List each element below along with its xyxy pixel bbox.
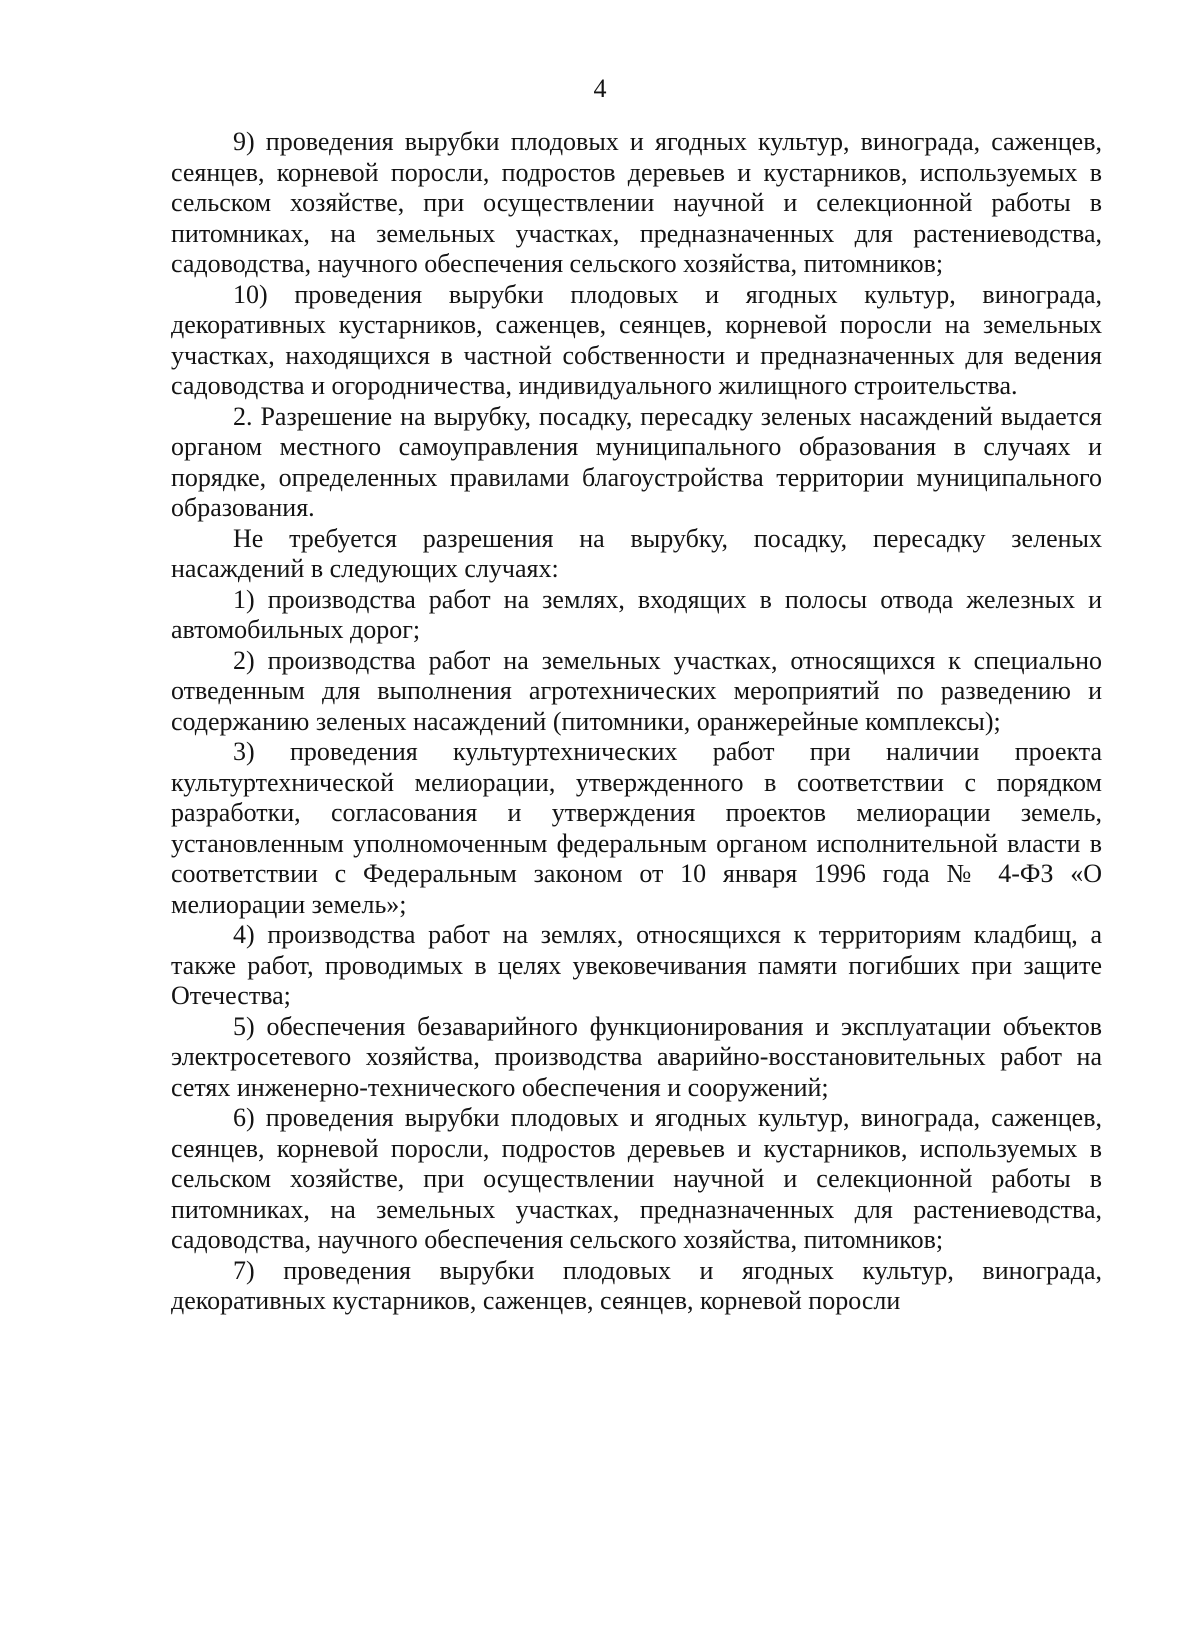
paragraph-exemption-1: 1) производства работ на землях, входящих в полосы отвода железных и автомобильных дорог; — [171, 584, 1102, 644]
page-number: 4 — [593, 74, 607, 103]
paragraph-exemption-5: 5) обеспечения безаварийного функционирования и эксплуатации объектов электросетевого хозяйства, производства аварийно-восстановительных работ на сетях инженерно-технического обеспечения и сооружений; — [171, 1011, 1102, 1102]
paragraph-exemption-3: 3) проведения культуртехнических работ при наличии проекта культуртехнической мелиорации, утвержденного в соответствии с порядком разработки, согласования и утверждения проектов мелиорации земель, установленным уполномоченным федеральным органом исполнительной власти в соответствии с Федеральным законом от 10 января 1996 года № 4-ФЗ «О мелиорации земель»; — [171, 737, 1102, 919]
paragraph-section-2: 2. Разрешение на вырубку, посадку, пересадку зеленых насаждений выдается органом местного самоуправления муниципального образования в случаях и порядке, определенных правилами благоустройства территории муниципального образования. — [171, 401, 1102, 522]
paragraph-exemptions-intro: Не требуется разрешения на вырубку, посадку, пересадку зеленых насаждений в следующих случаях: — [171, 523, 1102, 583]
paragraph-exemption-4: 4) производства работ на землях, относящихся к территориям кладбищ, а также работ, проводимых в целях увековечивания памяти погибших при защите Отечества; — [171, 920, 1102, 1010]
paragraph-item-10: 10) проведения вырубки плодовых и ягодных культур, винограда, декоративных кустарников, саженцев, сеянцев, корневой поросли на земельных участках, находящихся в частной собственности и предназначенных для ведения садоводства и огородничества, индивидуального жилищного строительства. — [171, 279, 1102, 400]
paragraph-exemption-7: 7) проведения вырубки плодовых и ягодных культур, винограда, декоративных кустарников, саженцев, сеянцев, корневой поросли — [171, 1255, 1102, 1315]
paragraph-exemption-2: 2) производства работ на земельных участках, относящихся к специально отведенным для выполнения агротехнических мероприятий по разведению и содержанию зеленых насаждений (питомники, оранжерейные комплексы); — [171, 645, 1102, 736]
document-body — [171, 127, 1102, 1317]
paragraph-exemption-6: 6) проведения вырубки плодовых и ягодных культур, винограда, саженцев, сеянцев, корневой поросли, подростов деревьев и кустарников, используемых в сельском хозяйстве, при осуществлении научной и селекционной работы в питомниках, на земельных участках, предназначенных для растениеводства, садоводства, научного обеспечения сельского хозяйства, питомников; — [171, 1103, 1102, 1254]
paragraph-item-9: 9) проведения вырубки плодовых и ягодных культур, винограда, саженцев, сеянцев, корневой поросли, подростов деревьев и кустарников, используемых в сельском хозяйстве, при осуществлении научной и селекционной работы в питомниках, на земельных участках, предназначенных для растениеводства, садоводства, научного обеспечения сельского хозяйства, питомников; — [171, 127, 1102, 278]
